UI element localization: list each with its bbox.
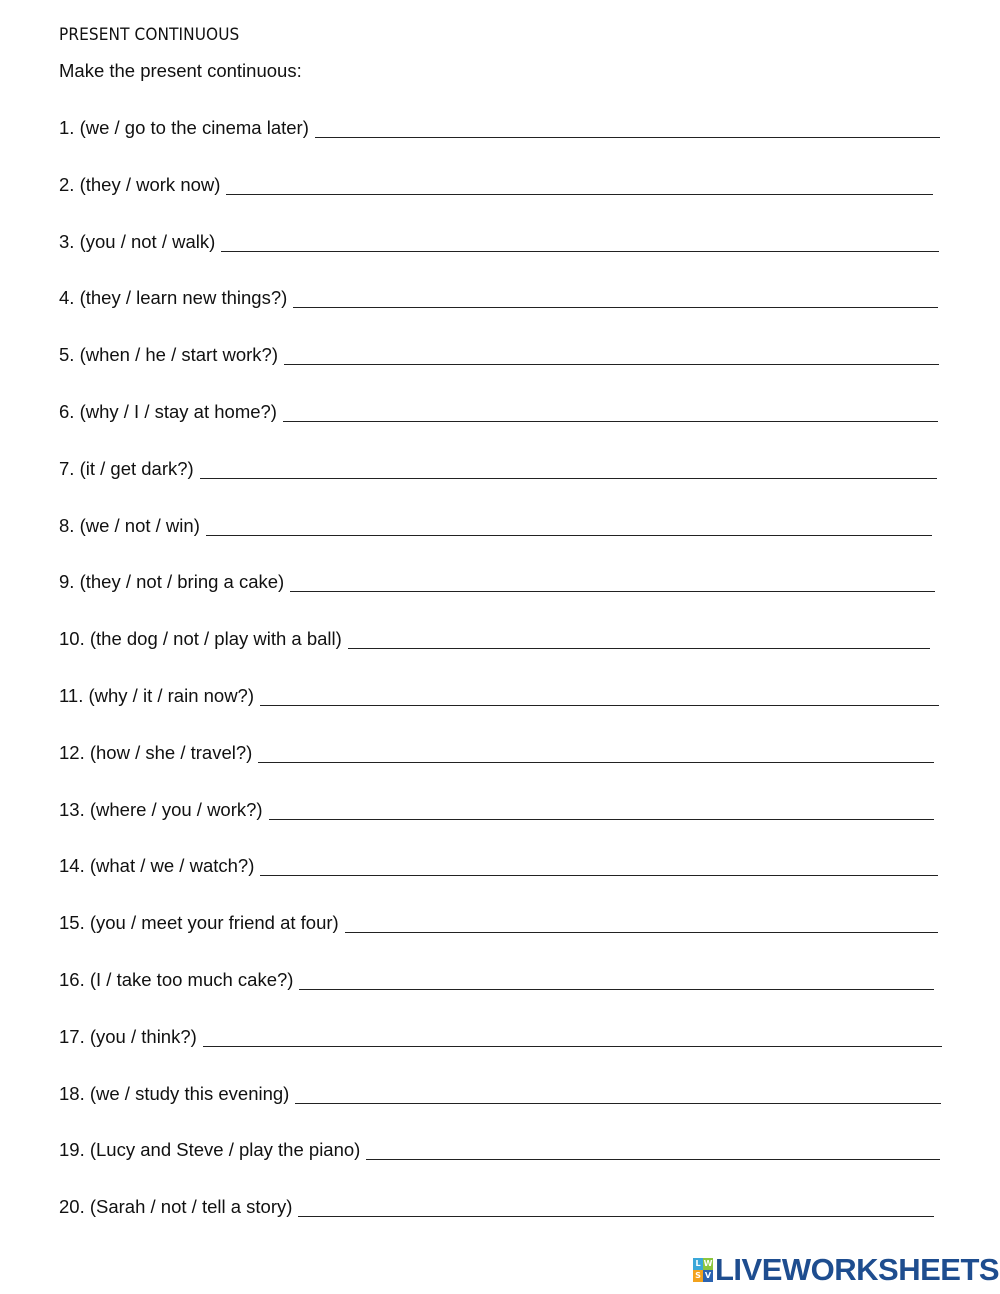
exercise-item <box>59 741 942 798</box>
exercise-prompt: 3. (you / not / walk) <box>59 230 216 252</box>
exercise-item <box>59 343 942 400</box>
exercise-prompt: 14. (what / we / watch?) <box>59 855 255 877</box>
exercise-prompt: 10. (the dog / not / play with a ball) <box>59 628 342 650</box>
exercise-item <box>59 230 942 287</box>
exercise-prompt: 6. (why / I / stay at home?) <box>59 400 277 422</box>
exercise-item <box>59 798 942 855</box>
answer-line[interactable] <box>348 628 930 649</box>
logo-mark-cell: V <box>704 1271 712 1280</box>
answer-line[interactable] <box>290 571 935 592</box>
exercise-item <box>59 286 942 343</box>
answer-line[interactable] <box>298 1196 934 1217</box>
exercise-item <box>59 968 942 1025</box>
answer-line[interactable] <box>315 117 940 138</box>
exercise-item <box>59 911 942 968</box>
exercise-prompt: 12. (how / she / travel?) <box>59 741 253 763</box>
exercise-item <box>59 1025 942 1082</box>
exercise-list <box>59 116 942 1252</box>
answer-line[interactable] <box>366 1139 940 1160</box>
exercise-item <box>59 627 942 684</box>
logo-mark-cell: W <box>703 1259 713 1268</box>
logo-mark-cell: L <box>693 1258 703 1270</box>
answer-line[interactable] <box>260 685 939 706</box>
logo-mark-icon <box>693 1258 713 1282</box>
answer-line[interactable] <box>269 799 934 820</box>
exercise-prompt: 1. (we / go to the cinema later) <box>59 117 309 138</box>
answer-line[interactable] <box>283 401 938 422</box>
exercise-item <box>59 173 942 230</box>
page-heading: PRESENT CONTINUOUS <box>59 25 240 44</box>
exercise-item <box>59 457 942 514</box>
exercise-prompt: 17. (you / think?) <box>59 1025 197 1047</box>
exercise-prompt: 7. (it / get dark?) <box>59 457 194 479</box>
exercise-prompt: 18. (we / study this evening) <box>59 1082 290 1104</box>
exercise-item <box>59 400 942 457</box>
exercise-prompt: 5. (when / he / start work?) <box>59 344 279 366</box>
answer-line[interactable] <box>258 742 934 763</box>
answer-line[interactable] <box>203 1026 942 1047</box>
exercise-item <box>59 1195 942 1252</box>
logo-text: LIVEWORKSHEETS <box>715 1252 1000 1287</box>
exercise-prompt: 9. (they / not / bring a cake) <box>59 571 285 593</box>
exercise-item <box>59 570 942 627</box>
exercise-prompt: 2. (they / work now) <box>59 173 221 195</box>
answer-line[interactable] <box>345 912 938 933</box>
exercise-prompt: 13. (where / you / work?) <box>59 798 263 820</box>
logo-mark-cell: S <box>693 1270 703 1282</box>
exercise-prompt: 11. (why / it / rain now?) <box>59 684 255 706</box>
exercise-prompt: 20. (Sarah / not / tell a story) <box>59 1196 293 1218</box>
exercise-prompt: 16. (I / take too much cake?) <box>59 968 294 990</box>
answer-line[interactable] <box>260 855 938 876</box>
exercise-prompt: 8. (we / not / win) <box>59 514 200 536</box>
answer-line[interactable] <box>299 969 934 990</box>
liveworksheets-logo <box>693 1254 999 1286</box>
exercise-prompt: 19. (Lucy and Steve / play the piano) <box>59 1139 361 1161</box>
exercise-item <box>59 854 942 911</box>
instruction-text: Make the present continuous: <box>59 60 302 81</box>
exercise-item <box>59 1138 942 1195</box>
answer-line[interactable] <box>226 174 933 195</box>
exercise-item <box>59 514 942 571</box>
exercise-item <box>59 684 942 741</box>
exercise-item <box>59 116 942 173</box>
answer-line[interactable] <box>221 231 939 252</box>
exercise-prompt: 15. (you / meet your friend at four) <box>59 912 339 934</box>
answer-line[interactable] <box>295 1083 941 1104</box>
answer-line[interactable] <box>200 458 937 479</box>
answer-line[interactable] <box>284 344 939 365</box>
exercise-item <box>59 1082 942 1139</box>
exercise-prompt: 4. (they / learn new things?) <box>59 287 288 309</box>
answer-line[interactable] <box>206 515 932 536</box>
answer-line[interactable] <box>293 287 938 308</box>
